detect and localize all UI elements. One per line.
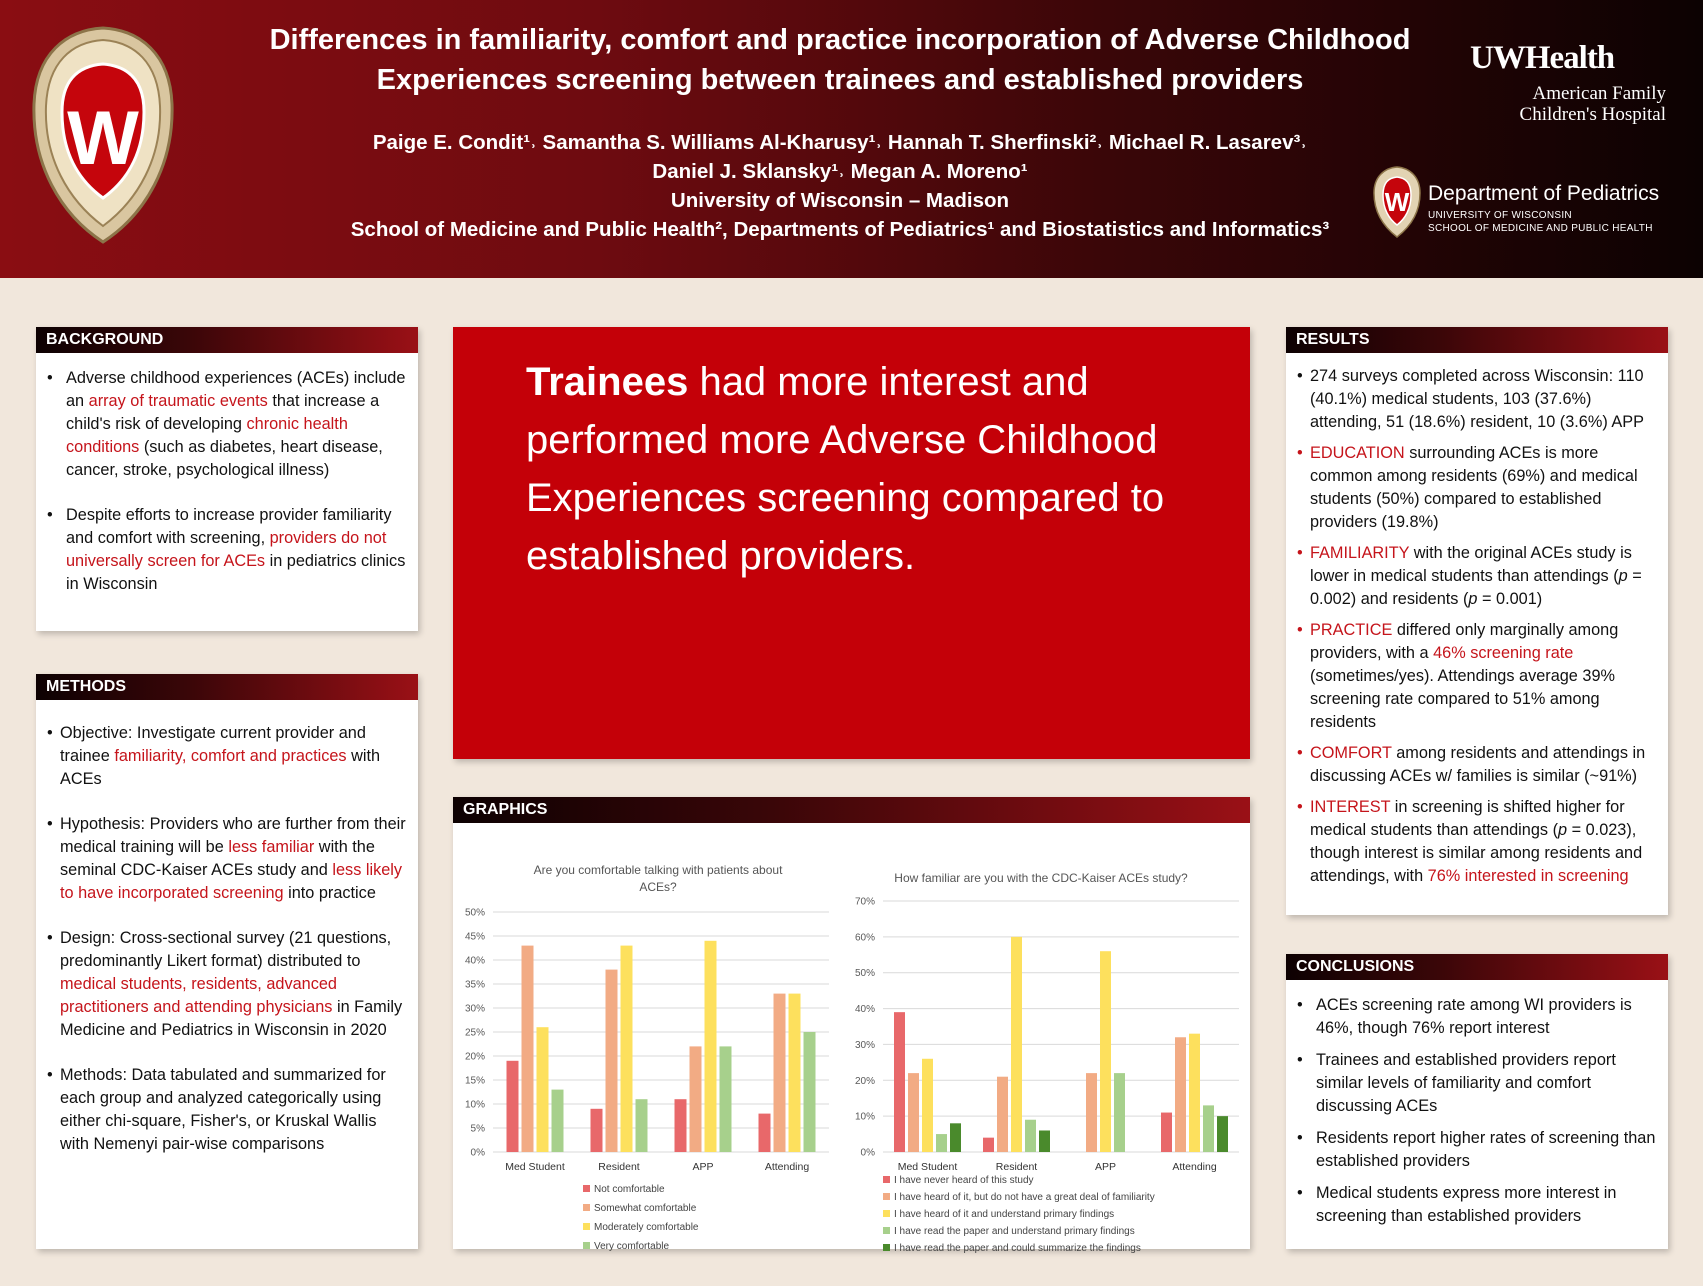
legend-swatch bbox=[883, 1176, 890, 1183]
bar bbox=[552, 1090, 564, 1152]
results-bullet-surveys: • 274 surveys completed across Wisconsin: 110 (40.1%) medical students, 103 (37.6%) attending, 51 (18.6%) resident, 10 (3.6%) APP bbox=[1286, 365, 1668, 434]
authors-line-2: Daniel J. Sklansky¹˒ Megan A. Moreno¹ bbox=[652, 160, 1028, 183]
bar bbox=[1114, 1073, 1125, 1152]
bar bbox=[1189, 1034, 1200, 1152]
highlight: 46% screening rate bbox=[1433, 644, 1574, 662]
conclusions-heading: CONCLUSIONS bbox=[1286, 954, 1668, 980]
bar bbox=[804, 1032, 816, 1152]
legend-label: Not comfortable bbox=[594, 1184, 665, 1195]
bar bbox=[1161, 1113, 1172, 1152]
highlight: INTEREST bbox=[1310, 798, 1391, 816]
highlight: FAMILIARITY bbox=[1310, 544, 1410, 562]
methods-heading: METHODS bbox=[36, 674, 418, 700]
crest-letter: W bbox=[67, 96, 139, 181]
small-crest-letter: W bbox=[1384, 187, 1410, 217]
bar bbox=[759, 1114, 771, 1152]
legend-swatch bbox=[583, 1242, 590, 1249]
highlight: less familiar bbox=[228, 838, 315, 856]
methods-list bbox=[36, 722, 418, 1156]
author-block bbox=[240, 128, 1440, 244]
bar bbox=[908, 1073, 919, 1152]
bar bbox=[1011, 937, 1022, 1152]
highlight: familiarity, comfort and practices bbox=[114, 747, 347, 765]
chart-title-line: ACEs? bbox=[639, 880, 677, 894]
conclusions-panel bbox=[1286, 954, 1668, 1249]
small-uw-crest-icon bbox=[1372, 165, 1422, 239]
uwhealth-wordmark: UWHealth bbox=[1470, 40, 1615, 76]
bar bbox=[922, 1059, 933, 1152]
y-tick-label: 20% bbox=[464, 1051, 485, 1063]
text: Objective: Investigate current provider and trainee bbox=[60, 724, 366, 765]
methods-bullet-objective bbox=[36, 722, 418, 791]
legend-label: I have heard of it and understand primary findings bbox=[894, 1209, 1115, 1220]
text: Adverse childhood experiences (ACEs) include an bbox=[66, 369, 406, 410]
results-bullet-education bbox=[1286, 442, 1668, 534]
bar bbox=[621, 946, 633, 1152]
background-bullet-1 bbox=[36, 367, 418, 482]
bar bbox=[507, 1061, 519, 1152]
bar bbox=[1217, 1116, 1228, 1152]
legend-label: I have never heard of this study bbox=[894, 1175, 1034, 1186]
methods-bullet-methods: • Methods: Data tabulated and summarized for each group and analyzed categorically using either chi-square, Fisher's, or Kruskal Wallis with Nemenyi pair-wise comparisons bbox=[36, 1064, 418, 1156]
conclusion-item-2: • Trainees and established providers report similar levels of familiarity and comfort discussing ACEs bbox=[1286, 1049, 1668, 1118]
y-tick-label: 25% bbox=[464, 1027, 485, 1039]
legend-swatch bbox=[583, 1204, 590, 1211]
bar bbox=[720, 1046, 732, 1152]
legend-swatch bbox=[883, 1244, 890, 1251]
bar bbox=[1175, 1037, 1186, 1152]
conclusions-list bbox=[1286, 994, 1668, 1228]
bar bbox=[1086, 1073, 1097, 1152]
bar bbox=[1039, 1130, 1050, 1152]
bar bbox=[591, 1109, 603, 1152]
key-finding-box bbox=[453, 327, 1250, 759]
bar bbox=[997, 1077, 1008, 1152]
conclusion-item-1: • ACEs screening rate among WI providers is 46%, though 76% report interest bbox=[1286, 994, 1668, 1040]
results-panel bbox=[1286, 327, 1668, 915]
title-line-1: Differences in familiarity, comfort and practice incorporation of Adverse Childhood bbox=[269, 24, 1411, 56]
x-tick-label: Attending bbox=[1172, 1161, 1217, 1173]
familiarity-bar-chart bbox=[841, 827, 1250, 1254]
y-tick-label: 0% bbox=[860, 1147, 875, 1159]
text: that increase a child's risk of developing bbox=[66, 392, 380, 433]
text: with the original ACEs study is lower in medical students than attendings ( bbox=[1310, 544, 1632, 585]
legend-label: Somewhat comfortable bbox=[594, 1203, 697, 1214]
y-tick-label: 40% bbox=[854, 1004, 875, 1016]
dept-pediatrics-logo bbox=[1372, 165, 1692, 245]
text: with the seminal CDC-Kaiser ACEs study and bbox=[60, 838, 375, 879]
highlight: medical students, residents, advanced practitioners and attending physicians bbox=[60, 975, 337, 1016]
key-finding-rest: had more interest and performed more Adverse Childhood Experiences screening compared to established providers. bbox=[526, 360, 1165, 578]
conclusion-item-3: • Residents report higher rates of screening than established providers bbox=[1286, 1127, 1668, 1173]
y-tick-label: 70% bbox=[854, 896, 875, 908]
text: = 0.002) and residents ( bbox=[1310, 567, 1642, 608]
dept-name: Department of Pediatrics bbox=[1428, 182, 1660, 205]
p-symbol: p bbox=[1558, 821, 1568, 839]
title-line-2: Experiences screening between trainees and established providers bbox=[376, 64, 1304, 96]
x-tick-label: Med Student bbox=[897, 1161, 958, 1173]
legend-label: I have heard of it, but do not have a great deal of familiarity bbox=[894, 1192, 1155, 1203]
bar bbox=[606, 970, 618, 1152]
x-tick-label: Attending bbox=[764, 1161, 810, 1173]
graphics-panel bbox=[453, 797, 1250, 1254]
text: (sometimes/yes). Attendings average 39% screening rate compared to 51% among residents bbox=[1310, 667, 1615, 731]
highlight: EDUCATION bbox=[1310, 444, 1405, 462]
dept-sub-1: UNIVERSITY OF WISCONSIN bbox=[1428, 210, 1572, 221]
comfort-bar-chart bbox=[453, 827, 841, 1252]
bar bbox=[522, 946, 534, 1152]
text: = 0.001) bbox=[1477, 590, 1543, 608]
poster-title bbox=[200, 20, 1480, 100]
background-bullet-2 bbox=[36, 504, 418, 596]
y-tick-label: 45% bbox=[464, 931, 485, 943]
y-tick-label: 50% bbox=[854, 968, 875, 980]
text: in screening is shifted higher for medical students than attendings ( bbox=[1310, 798, 1625, 839]
poster-header bbox=[0, 0, 1703, 278]
legend-label: Very comfortable bbox=[594, 1241, 670, 1252]
highlight: chronic health conditions bbox=[66, 415, 348, 456]
chart-title-line: How familiar are you with the CDC-Kaiser ACEs study? bbox=[894, 871, 1188, 885]
results-bullet-practice bbox=[1286, 619, 1668, 734]
legend-label: Moderately comfortable bbox=[594, 1222, 699, 1233]
y-tick-label: 35% bbox=[464, 979, 485, 991]
bar bbox=[894, 1012, 905, 1152]
highlight: providers do not universally screen for ACEs bbox=[66, 529, 387, 570]
x-tick-label: Med Student bbox=[505, 1161, 565, 1173]
text: among residents and attendings in discussing ACEs w/ families is similar (~91%) bbox=[1310, 744, 1646, 785]
bar bbox=[950, 1123, 961, 1152]
x-tick-label: APP bbox=[692, 1161, 714, 1173]
y-tick-label: 50% bbox=[464, 907, 485, 919]
legend-swatch bbox=[583, 1185, 590, 1192]
results-list bbox=[1286, 365, 1668, 888]
text: differed only marginally among providers, with a bbox=[1310, 621, 1619, 662]
text: Hypothesis: Providers who are further from their medical training will be bbox=[60, 815, 406, 856]
y-tick-label: 10% bbox=[854, 1111, 875, 1123]
results-heading: RESULTS bbox=[1286, 327, 1668, 353]
x-tick-label: Resident bbox=[995, 1161, 1038, 1173]
key-finding-bold: Trainees bbox=[526, 360, 689, 404]
text: into practice bbox=[283, 884, 376, 902]
graphics-heading: GRAPHICS bbox=[453, 797, 1250, 823]
bar bbox=[636, 1099, 648, 1152]
chart-title-line: Are you comfortable talking with patients about bbox=[533, 863, 783, 877]
legend-swatch bbox=[583, 1223, 590, 1230]
highlight: PRACTICE bbox=[1310, 621, 1393, 639]
x-tick-label: APP bbox=[1094, 1161, 1117, 1173]
key-finding-text bbox=[526, 353, 1206, 585]
background-panel bbox=[36, 327, 418, 631]
x-tick-label: Resident bbox=[598, 1161, 640, 1173]
text: in Family Medicine and Pediatrics in Wisconsin in 2020 bbox=[60, 998, 403, 1039]
bar bbox=[983, 1138, 994, 1152]
highlight: 76% interested in screening bbox=[1427, 867, 1629, 885]
background-heading: BACKGROUND bbox=[36, 327, 418, 353]
bar bbox=[789, 994, 801, 1152]
highlight: COMFORT bbox=[1310, 744, 1392, 762]
y-tick-label: 30% bbox=[464, 1003, 485, 1015]
bar bbox=[705, 941, 717, 1152]
authors-line-1: Paige E. Condit¹˒ Samantha S. Williams Al-Kharusy¹˒ Hannah T. Sherfinski²˒ Michael R. Lasarev³˒ bbox=[372, 131, 1308, 154]
highlight: array of traumatic events bbox=[88, 392, 268, 410]
highlight: less likely to have incorporated screening bbox=[60, 861, 403, 902]
bar bbox=[936, 1134, 947, 1152]
uwhealth-logo bbox=[1470, 40, 1680, 125]
bar bbox=[774, 994, 786, 1152]
y-tick-label: 15% bbox=[464, 1075, 485, 1087]
methods-bullet-hypothesis bbox=[36, 813, 418, 905]
methods-bullet-design bbox=[36, 927, 418, 1042]
affiliation-line-1: University of Wisconsin – Madison bbox=[670, 189, 1010, 212]
y-tick-label: 20% bbox=[854, 1075, 875, 1087]
results-bullet-interest bbox=[1286, 796, 1668, 888]
text: Design: Cross-sectional survey (21 questions, predominantly Likert format) distributed to bbox=[60, 929, 392, 970]
uwhealth-subtitle bbox=[1470, 83, 1680, 125]
y-tick-label: 0% bbox=[470, 1147, 485, 1159]
text: = 0.023), though interest is similar among residents and attendings, with bbox=[1310, 821, 1643, 885]
y-tick-label: 40% bbox=[464, 955, 485, 967]
methods-panel bbox=[36, 674, 418, 1249]
legend-swatch bbox=[883, 1227, 890, 1234]
conclusion-item-4: • Medical students express more interest in screening than established providers bbox=[1286, 1182, 1668, 1228]
text: with ACEs bbox=[60, 747, 381, 788]
text: surrounding ACEs is more common among residents (69%) and medical students (50%) compared to established providers (19.8%) bbox=[1310, 444, 1638, 531]
affiliation-line-2: School of Medicine and Public Health², Departments of Pediatrics¹ and Biostatistics and Informatics³ bbox=[350, 218, 1330, 241]
p-symbol: p bbox=[1618, 567, 1628, 585]
results-bullet-familiarity bbox=[1286, 542, 1668, 611]
bar bbox=[1100, 951, 1111, 1152]
bar bbox=[690, 1046, 702, 1152]
bar bbox=[537, 1027, 549, 1152]
legend-label: I have read the paper and could summarize the findings bbox=[894, 1243, 1141, 1254]
legend-swatch bbox=[883, 1193, 890, 1200]
uwhealth-sub-1: American Family bbox=[1532, 83, 1666, 104]
bar bbox=[675, 1099, 687, 1152]
uwhealth-sub-2: Children's Hospital bbox=[1519, 104, 1666, 125]
y-tick-label: 30% bbox=[854, 1039, 875, 1051]
dept-sub-2: SCHOOL OF MEDICINE AND PUBLIC HEALTH bbox=[1428, 223, 1653, 234]
text: in pediatrics clinics in Wisconsin bbox=[66, 552, 406, 593]
legend-label: I have read the paper and understand primary findings bbox=[894, 1226, 1135, 1237]
y-tick-label: 5% bbox=[470, 1123, 485, 1135]
text: (such as diabetes, heart disease, cancer, stroke, psychological illness) bbox=[66, 438, 383, 479]
y-tick-label: 60% bbox=[854, 932, 875, 944]
bar bbox=[1025, 1120, 1036, 1152]
p-symbol: p bbox=[1468, 590, 1478, 608]
bar bbox=[1203, 1105, 1214, 1152]
uw-crest-logo bbox=[28, 24, 178, 246]
y-tick-label: 10% bbox=[464, 1099, 485, 1111]
text: Despite efforts to increase provider familiarity and comfort with screening, bbox=[66, 506, 392, 547]
results-bullet-comfort bbox=[1286, 742, 1668, 788]
legend-swatch bbox=[883, 1210, 890, 1217]
background-list bbox=[36, 367, 418, 596]
